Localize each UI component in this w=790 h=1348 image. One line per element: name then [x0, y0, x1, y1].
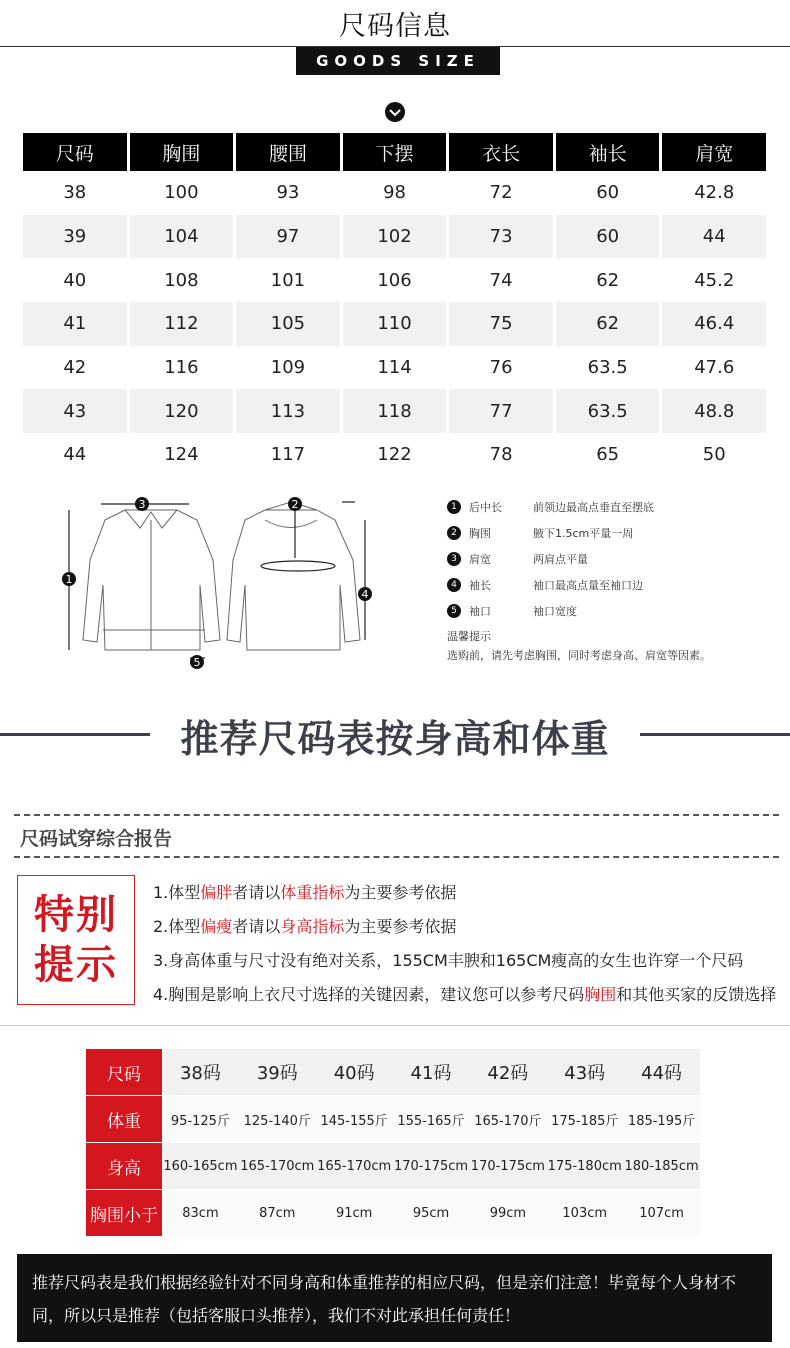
table-row: [86, 1190, 700, 1237]
header-cell: 衣长: [449, 133, 553, 171]
table-cell: 48.8: [662, 389, 766, 433]
dashed-divider: [14, 856, 779, 858]
row-label: 体重: [86, 1096, 162, 1143]
table-cell: 44: [23, 433, 127, 477]
table-cell: 38: [23, 171, 127, 215]
number-badge: 1: [447, 500, 461, 514]
table-cell: 87cm: [239, 1190, 316, 1237]
note-text: 1.体型: [153, 883, 201, 902]
table-cell: 41: [23, 302, 127, 346]
row-label: 胸围小于: [86, 1190, 162, 1237]
size-table-header: [23, 133, 766, 171]
table-cell: 47.6: [662, 346, 766, 390]
legend-name: 袖长: [469, 579, 491, 592]
highlight-text: 偏瘦: [200, 917, 233, 936]
report-note: [153, 978, 783, 1012]
header-cell: 下摆: [343, 133, 447, 171]
report-notes: [153, 876, 783, 1012]
table-cell: 175-185斤: [546, 1096, 623, 1143]
note-text: 为主要参考依据: [344, 883, 457, 902]
legend-item: [447, 494, 777, 520]
table-cell: 95-125斤: [162, 1096, 239, 1143]
row-label: 尺码: [86, 1049, 162, 1096]
table-cell: 46.4: [662, 302, 766, 346]
table-cell: 118: [343, 389, 447, 433]
table-cell: 104: [130, 215, 234, 259]
table-cell: 78: [449, 433, 553, 477]
note-text: 者请以: [232, 883, 281, 902]
table-cell: 99cm: [469, 1190, 546, 1237]
recommend-size-table: [86, 1049, 700, 1237]
table-cell: 114: [343, 346, 447, 390]
note-text: 为主要参考依据: [344, 917, 457, 936]
marker-2: 2: [291, 498, 299, 511]
highlight-text: 身高指标: [280, 917, 345, 936]
chevron-down-icon: [385, 102, 405, 122]
table-cell: 72: [449, 171, 553, 215]
header-cell: 胸围: [130, 133, 234, 171]
table-cell: 50: [662, 433, 766, 477]
legend-desc: 腋下1.5cm平量一周: [533, 527, 634, 540]
disclaimer-footer: 推荐尺码表是我们根据经验针对不同身高和体重推荐的相应尺码，但是亲们注意！毕竟每个人身材不同，所以只是推荐（包括客服口头推荐），我们不对此承担任何责任！: [17, 1254, 772, 1342]
number-badge: 4: [447, 578, 461, 592]
table-cell: 165-170斤: [469, 1096, 546, 1143]
header-cell: 尺码: [23, 133, 127, 171]
special-text: 提示: [34, 942, 118, 988]
table-row: [86, 1096, 700, 1143]
table-cell: 39: [23, 215, 127, 259]
table-cell: 103cm: [546, 1190, 623, 1237]
table-cell: 63.5: [556, 389, 660, 433]
table-cell: 98: [343, 171, 447, 215]
special-text: 特别: [34, 892, 118, 938]
report-note: [153, 910, 783, 944]
table-row: [86, 1049, 700, 1096]
table-cell: 120: [130, 389, 234, 433]
report-note: [153, 876, 783, 910]
legend-name: 袖口: [469, 605, 491, 618]
table-row: [86, 1143, 700, 1190]
table-row: [23, 346, 766, 390]
legend-desc: 袖口宽度: [533, 605, 577, 618]
special-notice-box: [17, 875, 135, 1005]
table-cell: 60: [556, 215, 660, 259]
table-cell: 83cm: [162, 1190, 239, 1237]
table-cell: 62: [556, 258, 660, 302]
table-cell: 102: [343, 215, 447, 259]
table-cell: 45.2: [662, 258, 766, 302]
table-cell: 170-175cm: [393, 1143, 470, 1190]
table-cell: 38码: [162, 1049, 239, 1096]
table-cell: 42.8: [662, 171, 766, 215]
table-cell: 74: [449, 258, 553, 302]
table-cell: 145-155斤: [316, 1096, 393, 1143]
note-text: 者请以: [232, 917, 281, 936]
section-divider: [0, 1025, 790, 1026]
table-cell: 108: [130, 258, 234, 302]
header-cell: 肩宽: [662, 133, 766, 171]
table-row: [23, 171, 766, 215]
legend-name: 胸围: [469, 527, 491, 540]
table-cell: 113: [236, 389, 340, 433]
table-cell: 180-185cm: [623, 1143, 700, 1190]
table-cell: 93: [236, 171, 340, 215]
heading-rule-right: [640, 733, 790, 736]
table-cell: 97: [236, 215, 340, 259]
header-cell: 腰围: [236, 133, 340, 171]
number-badge: 3: [447, 552, 461, 566]
table-cell: 44: [662, 215, 766, 259]
table-cell: 109: [236, 346, 340, 390]
table-cell: 43: [23, 389, 127, 433]
table-cell: 107cm: [623, 1190, 700, 1237]
table-cell: 112: [130, 302, 234, 346]
table-cell: 73: [449, 215, 553, 259]
table-cell: 76: [449, 346, 553, 390]
size-table: [23, 133, 766, 477]
table-cell: 44码: [623, 1049, 700, 1096]
tip-text: 选购前，请先考虑胸围，同时考虑身高、肩宽等因素。: [447, 649, 711, 662]
marker-3: 3: [138, 498, 146, 511]
table-cell: 165-170cm: [239, 1143, 316, 1190]
table-cell: 75: [449, 302, 553, 346]
note-text: 2.体型: [153, 917, 201, 936]
table-cell: 95cm: [393, 1190, 470, 1237]
table-cell: 101: [236, 258, 340, 302]
number-badge: 5: [447, 604, 461, 618]
table-row: [23, 215, 766, 259]
table-cell: 63.5: [556, 346, 660, 390]
table-cell: 124: [130, 433, 234, 477]
legend-desc: 两肩点平量: [533, 553, 588, 566]
legend-item: [447, 546, 777, 572]
goods-size-banner: GOODS SIZE: [296, 47, 500, 75]
garment-measurement-diagram: [55, 490, 385, 675]
legend-desc: 袖口最高点量至袖口边: [533, 579, 643, 592]
marker-5: 5: [193, 656, 201, 669]
table-cell: 160-165cm: [162, 1143, 239, 1190]
note-text: 3.身高体重与尺寸没有绝对关系，155CM丰腴和165CM瘦高的女生也许穿一个尺码: [153, 951, 744, 970]
table-cell: 116: [130, 346, 234, 390]
row-label: 身高: [86, 1143, 162, 1190]
legend-item: [447, 520, 777, 546]
table-cell: 110: [343, 302, 447, 346]
header-cell: 袖长: [556, 133, 660, 171]
table-cell: 155-165斤: [393, 1096, 470, 1143]
legend-item: [447, 598, 777, 624]
page-title: 尺码信息: [339, 11, 451, 42]
heading-rule-left: [0, 733, 150, 736]
table-cell: 117: [236, 433, 340, 477]
table-cell: 40码: [316, 1049, 393, 1096]
number-badge: 2: [447, 526, 461, 540]
legend-item: [447, 572, 777, 598]
table-row: [23, 302, 766, 346]
table-cell: 175-180cm: [546, 1143, 623, 1190]
table-cell: 62: [556, 302, 660, 346]
report-note: [153, 944, 783, 978]
table-row: [23, 389, 766, 433]
table-cell: 165-170cm: [316, 1143, 393, 1190]
table-cell: 40: [23, 258, 127, 302]
table-cell: 105: [236, 302, 340, 346]
table-cell: 60: [556, 171, 660, 215]
note-text: 4.胸围是影响上衣尺寸选择的关键因素，建议您可以参考尺码: [153, 985, 585, 1004]
marker-1: 1: [65, 573, 73, 586]
table-row: [23, 433, 766, 477]
table-row: [23, 258, 766, 302]
table-cell: 185-195斤: [623, 1096, 700, 1143]
table-cell: 41码: [393, 1049, 470, 1096]
table-cell: 100: [130, 171, 234, 215]
table-cell: 39码: [239, 1049, 316, 1096]
note-text: 和其他买家的反馈选择: [616, 985, 777, 1004]
measurement-legend: [447, 494, 777, 624]
report-title: 尺码试穿综合报告: [20, 828, 173, 850]
table-cell: 125-140斤: [239, 1096, 316, 1143]
highlight-text: 胸围: [584, 985, 617, 1004]
table-cell: 43码: [546, 1049, 623, 1096]
table-cell: 65: [556, 433, 660, 477]
table-cell: 42: [23, 346, 127, 390]
table-cell: 91cm: [316, 1190, 393, 1237]
legend-name: 后中长: [469, 501, 502, 514]
table-cell: 77: [449, 389, 553, 433]
table-cell: 106: [343, 258, 447, 302]
dashed-divider: [14, 814, 779, 816]
legend-name: 肩宽: [469, 553, 491, 566]
highlight-text: 偏胖: [200, 883, 233, 902]
tip-title: 温馨提示: [447, 630, 491, 643]
recommend-title: 推荐尺码表按身高和体重: [180, 717, 610, 761]
table-cell: 122: [343, 433, 447, 477]
legend-desc: 前领边最高点垂直至摆底: [533, 501, 654, 514]
table-cell: 170-175cm: [469, 1143, 546, 1190]
marker-4: 4: [361, 588, 369, 601]
highlight-text: 体重指标: [280, 883, 345, 902]
table-cell: 42码: [469, 1049, 546, 1096]
